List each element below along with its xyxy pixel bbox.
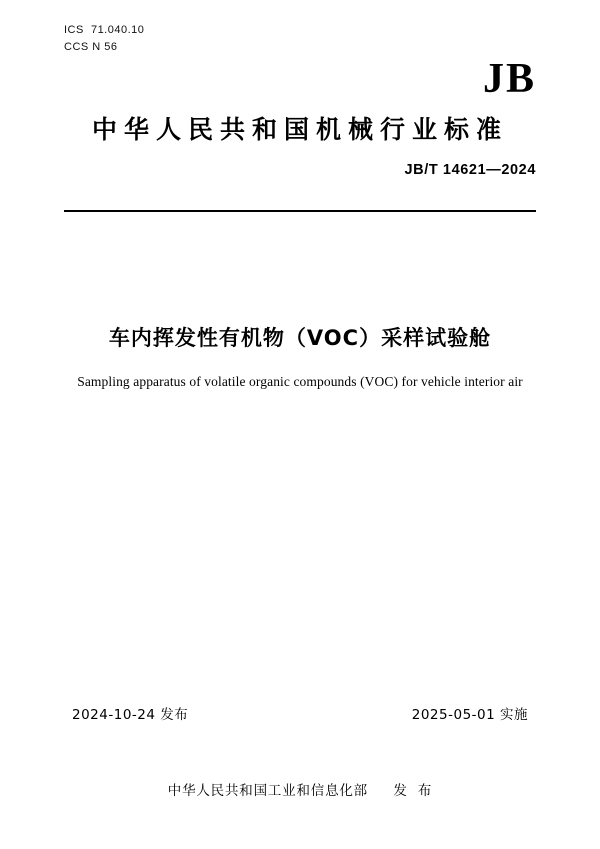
header-divider: [64, 210, 536, 212]
page-content: [64, 0, 536, 849]
ics-code: ICS 71.040.10: [64, 24, 145, 36]
document-title-english: Sampling apparatus of volatile organic compounds (VOC) for vehicle interior air: [77, 374, 523, 389]
jb-logo: JB: [482, 56, 536, 102]
document-title-chinese: 车内挥发性有机物（VOC）采样试验舱: [108, 326, 492, 350]
standard-family-title: 中华人民共和国机械行业标准: [91, 115, 508, 144]
ccs-code: CCS N 56: [64, 41, 118, 53]
effective-date: 2025-05-01 实施: [411, 707, 528, 723]
publisher: 中华人民共和国工业和信息化部 发 布: [167, 783, 433, 799]
classification-codes: [64, 22, 144, 56]
standard-number: JB/T 14621—2024: [404, 162, 536, 178]
issue-date: 2024-10-24 发布: [72, 707, 189, 723]
